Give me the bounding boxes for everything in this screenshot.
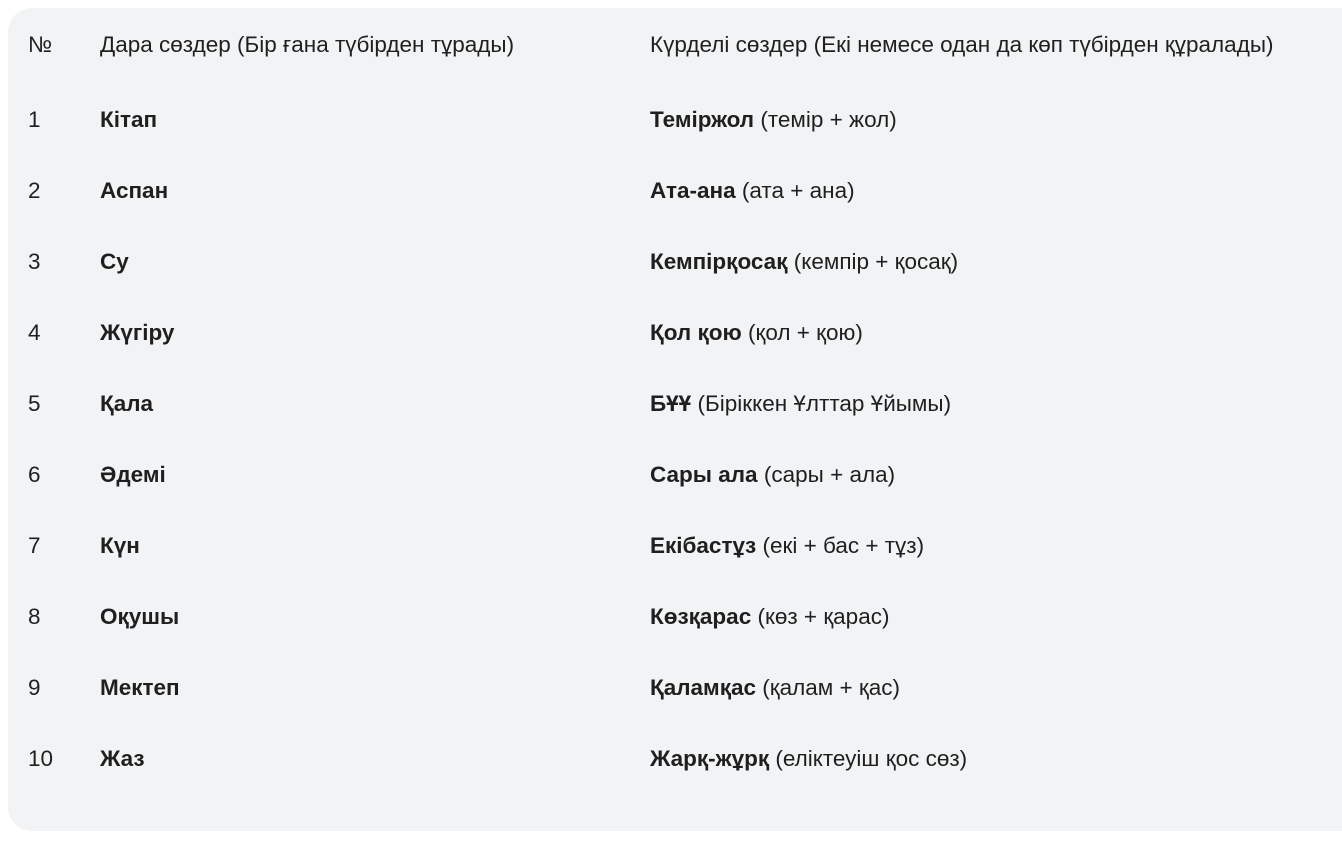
simple-word-cell — [100, 652, 650, 723]
compound-word-cell — [650, 581, 1314, 652]
row-number: 6 — [28, 461, 41, 487]
simple-word: Аспан — [100, 177, 169, 203]
row-number: 2 — [28, 177, 41, 203]
compound-note: (еліктеуіш қос сөз) — [775, 745, 968, 771]
compound-word-cell — [650, 652, 1314, 723]
column-header-compound-words: Күрделі сөздер (Екі немесе одан да көп түбірден құралады) — [650, 32, 1274, 57]
word-table — [28, 28, 1314, 794]
compound-note: (қалам + қас) — [762, 674, 900, 700]
row-number: 4 — [28, 319, 41, 345]
compound-word: Көзқарас — [650, 603, 752, 629]
compound-note: (ата + ана) — [741, 177, 855, 203]
compound-word: Сары ала — [650, 461, 758, 487]
compound-word-cell — [650, 510, 1314, 581]
compound-word: Қол қою — [650, 319, 742, 345]
row-number: 3 — [28, 248, 41, 274]
row-number: 5 — [28, 390, 41, 416]
compound-word-cell — [650, 723, 1314, 794]
compound-word: Жарқ-жұрқ — [650, 745, 770, 771]
simple-word-cell — [100, 226, 650, 297]
compound-word-cell — [650, 226, 1314, 297]
column-header-number: № — [28, 32, 53, 57]
compound-word: БҰҰ — [650, 390, 692, 416]
compound-note: (темір + жол) — [760, 106, 897, 132]
compound-note: (қол + қою) — [747, 319, 863, 345]
simple-word: Оқушы — [100, 603, 180, 629]
compound-note: (екі + бас + тұз) — [762, 532, 925, 558]
simple-word-cell — [100, 84, 650, 155]
row-number: 8 — [28, 603, 41, 629]
simple-word: Күн — [100, 532, 140, 558]
column-header-simple-words: Дара сөздер (Бір ғана түбірден тұрады) — [100, 32, 515, 57]
simple-word: Жүгіру — [100, 319, 175, 345]
compound-note: (сары + ала) — [763, 461, 896, 487]
row-number: 1 — [28, 106, 41, 132]
simple-word-cell — [100, 581, 650, 652]
compound-note: (Біріккен Ұлттар Ұйымы) — [697, 390, 952, 416]
simple-word: Әдемі — [100, 461, 166, 487]
compound-word-cell — [650, 439, 1314, 510]
simple-word: Су — [100, 248, 129, 274]
row-number: 9 — [28, 674, 41, 700]
compound-word-cell — [650, 297, 1314, 368]
compound-word: Екібастұз — [650, 532, 757, 558]
simple-word-cell — [100, 297, 650, 368]
compound-word: Ата-ана — [650, 177, 736, 203]
row-number: 7 — [28, 532, 41, 558]
simple-word-cell — [100, 155, 650, 226]
compound-note: (көз + қарас) — [757, 603, 890, 629]
simple-word-cell — [100, 368, 650, 439]
simple-word: Мектеп — [100, 674, 180, 700]
compound-word-cell — [650, 84, 1314, 155]
simple-word-cell — [100, 510, 650, 581]
simple-word: Кітап — [100, 106, 158, 132]
simple-word: Қала — [100, 390, 154, 416]
compound-word-cell — [650, 368, 1314, 439]
simple-word: Жаз — [100, 745, 145, 771]
compound-word: Кемпірқосақ — [650, 248, 788, 274]
compound-word: Теміржол — [650, 106, 755, 132]
compound-note: (кемпір + қосақ) — [793, 248, 959, 274]
compound-word: Қаламқас — [650, 674, 756, 700]
compound-word-cell — [650, 155, 1314, 226]
word-table-card — [8, 8, 1342, 831]
row-number: 10 — [28, 745, 54, 771]
simple-word-cell — [100, 723, 650, 794]
simple-word-cell — [100, 439, 650, 510]
